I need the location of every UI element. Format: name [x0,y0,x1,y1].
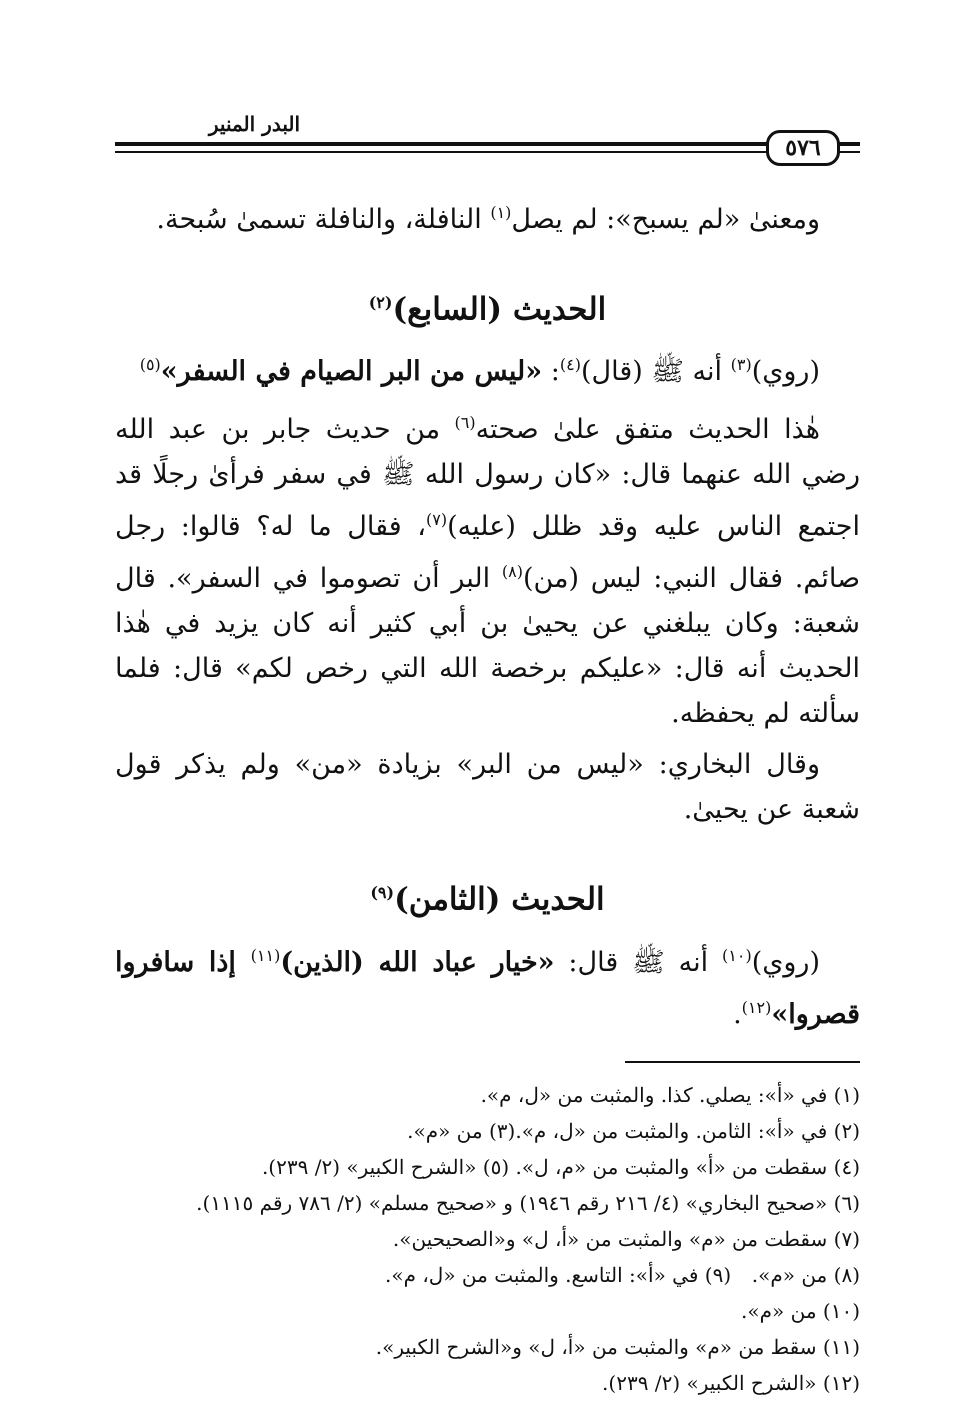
footnote-ref-8: (٨) [501,562,523,582]
header-rule-thin [115,151,860,153]
hadith-7-p2-a: هٰذا الحديث متفق علىٰ صحته [475,414,820,446]
footnote-ref-5: (٥) [139,355,161,375]
footnote-9: (٩) في «أ»: التاسع. والمثبت من «ل، م». [385,1262,732,1287]
footnote-ref-2: (٢) [368,293,393,312]
header-rule-thick [115,142,860,146]
hadith-8-heading-text: الحديث (الثامن) [394,881,605,918]
page-header [115,100,860,160]
footnote-10: (١٠) من «م». [741,1298,860,1323]
footnote-ref-6: (٦) [454,413,476,433]
hadith-7-text [115,342,860,394]
hadith-8-heading [115,870,860,922]
footnote-ref-4: (٤) [559,355,581,375]
intro-paragraph [115,190,860,242]
hadith-7-commentary [115,400,860,736]
hadith-7-p2-d: البر أن تصوموا في السفر». قال شعبة: وكان يبلغني عن يحيىٰ بن أبي كثير أنه كان يزيد في هٰذا الحديث أنه قال: «عليكم برخصة الله التي رخص لكم» قال: فلما سألته لم يحفظه. [115,563,860,730]
footnote-7: (٧) سقطت من «م» والمثبت من «أ، ل» و«الصحيحين». [392,1226,860,1251]
footnote-ref-1: (١) [490,203,512,222]
hadith-7-p2-b: من حديث جابر بن عبد الله رضي الله عنهما قال: «كان رسول الله ﷺ في سفر فرأىٰ رجلًا قد اجتمع الناس عليه وقد ظلل (عليه) [115,414,861,543]
footnote-ref-3: (٣) [730,355,752,375]
footnote-6: (٦) «صحيح البخاري» (٤/ ٢١٦ رقم ١٩٤٦) و «صحيح مسلم» (٢/ ٧٨٦ رقم ١١١٥). [196,1190,860,1215]
footnote-separator [625,1061,860,1063]
hadith-8-quote-b: إذا سافروا قصروا» [115,946,860,1030]
intro-text-b: النافلة، والنافلة تسمىٰ سُبحة. [156,204,491,235]
page-number: ٥٧٦ [766,130,840,166]
footnote-ref-11: (١١) [250,945,281,965]
hadith-7-bukhari-note: وقال البخاري: «ليس من البر» بزيادة «من» ولم يذكر قول شعبة عن يحيىٰ. [115,749,860,826]
footnote-ref-12: (١٢) [741,997,772,1017]
hadith-8-quote-a: «خيار عباد الله (الذين) [280,946,555,978]
hadith-8-text [115,933,860,1037]
intro-text-a: ومعنىٰ «لم يسبح»: لم يصل [511,204,820,235]
footnote-11: (١١) سقط من «م» والمثبت من «أ، ل» و«الشرح الكبير». [375,1334,860,1359]
hadith-7-heading [115,280,860,332]
footnote-ref-9: (٩) [370,883,395,903]
footnote-8: (٨) من «م». [751,1262,860,1287]
hadith-7-line-c: : [542,356,560,388]
footnote-row-8-9 [115,1257,860,1293]
footnote-2-3: (٢) في «أ»: الثامن. والمثبت من «ل، م».(٣) من «م». [407,1118,860,1143]
footnote-ref-7: (٧) [426,510,448,530]
hadith-8-line-b: أنه ﷺ قال: [554,946,723,978]
hadith-7-heading-text: الحديث (السابع) [392,291,607,328]
hadith-7-line-b: أنه ﷺ (قال) [580,356,731,388]
hadith-8-end: . [733,998,742,1030]
footnote-12: (١٢) «الشرح الكبير» (٢/ ٢٣٩). [602,1370,860,1395]
hadith-7-p2-c: ، فقال ما له؟ قالوا: رجل صائم. فقال النبي: ليس (من) [115,511,860,595]
footnotes [115,1077,860,1401]
book-page [115,100,860,1401]
footnote-1: (١) في «أ»: يصلي. كذا. والمثبت من «ل، م». [480,1082,860,1107]
main-text [115,190,860,1037]
running-title: البدر المنير [208,112,300,136]
footnote-4-5: (٤) سقطت من «أ» والمثبت من «م، ل». (٥) «الشرح الكبير» (٢/ ٢٣٩). [261,1154,860,1179]
hadith-8-line-a: (روي) [751,946,820,978]
hadith-7-line-a: (روي) [751,356,820,388]
hadith-7-quote: «ليس من البر الصيام في السفر» [160,356,543,388]
footnote-ref-10: (١٠) [722,945,752,965]
